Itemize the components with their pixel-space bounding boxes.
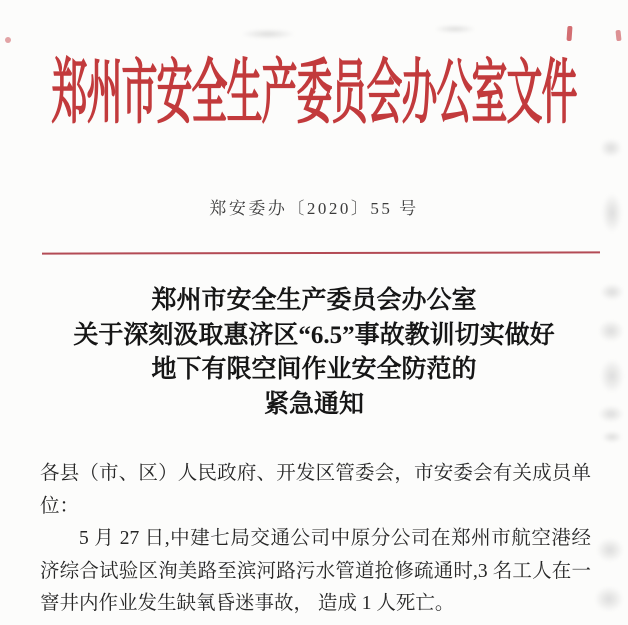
bleed-through-artifact — [594, 536, 626, 564]
red-scan-speck — [5, 37, 11, 43]
title-line-2: 关于深刻汲取惠济区“6.5”事故教训切实做好 — [73, 321, 555, 349]
bleed-through-artifact — [430, 24, 480, 34]
title-line-3: 地下有限空间作业安全防范的 — [151, 356, 477, 383]
title-line-1: 郑州市安全生产委员会办公室 — [151, 287, 477, 314]
bleed-through-artifact — [600, 430, 624, 444]
bleed-through-artifact — [592, 584, 626, 614]
document-title — [0, 284, 628, 422]
red-separator-rule — [42, 251, 600, 254]
title-line-4: 紧急通知 — [263, 390, 364, 418]
bleed-through-artifact — [236, 28, 300, 40]
document-masthead: 郑州市安全生产委员会办公室文件 — [51, 54, 577, 133]
document-body — [40, 458, 591, 621]
bleed-through-artifact — [598, 137, 624, 159]
red-scan-speck — [615, 30, 621, 41]
red-scan-speck — [566, 26, 572, 41]
body-paragraph: 5 月 27 日,中建七局交通公司中原分公司在郑州市航空港经济综合试验区洵美路至滨河路污水管道抢修疏通时,3 名工人在一窨井内作业发生缺氧昏迷事故， 造成 1 人死亡。 — [40, 528, 591, 614]
document-number: 郑安委办〔2020〕55 号 — [209, 199, 419, 218]
salutation-line: 各县（市、区）人民政府、开发区管委会，市安委会有关成员单位： — [40, 463, 591, 517]
